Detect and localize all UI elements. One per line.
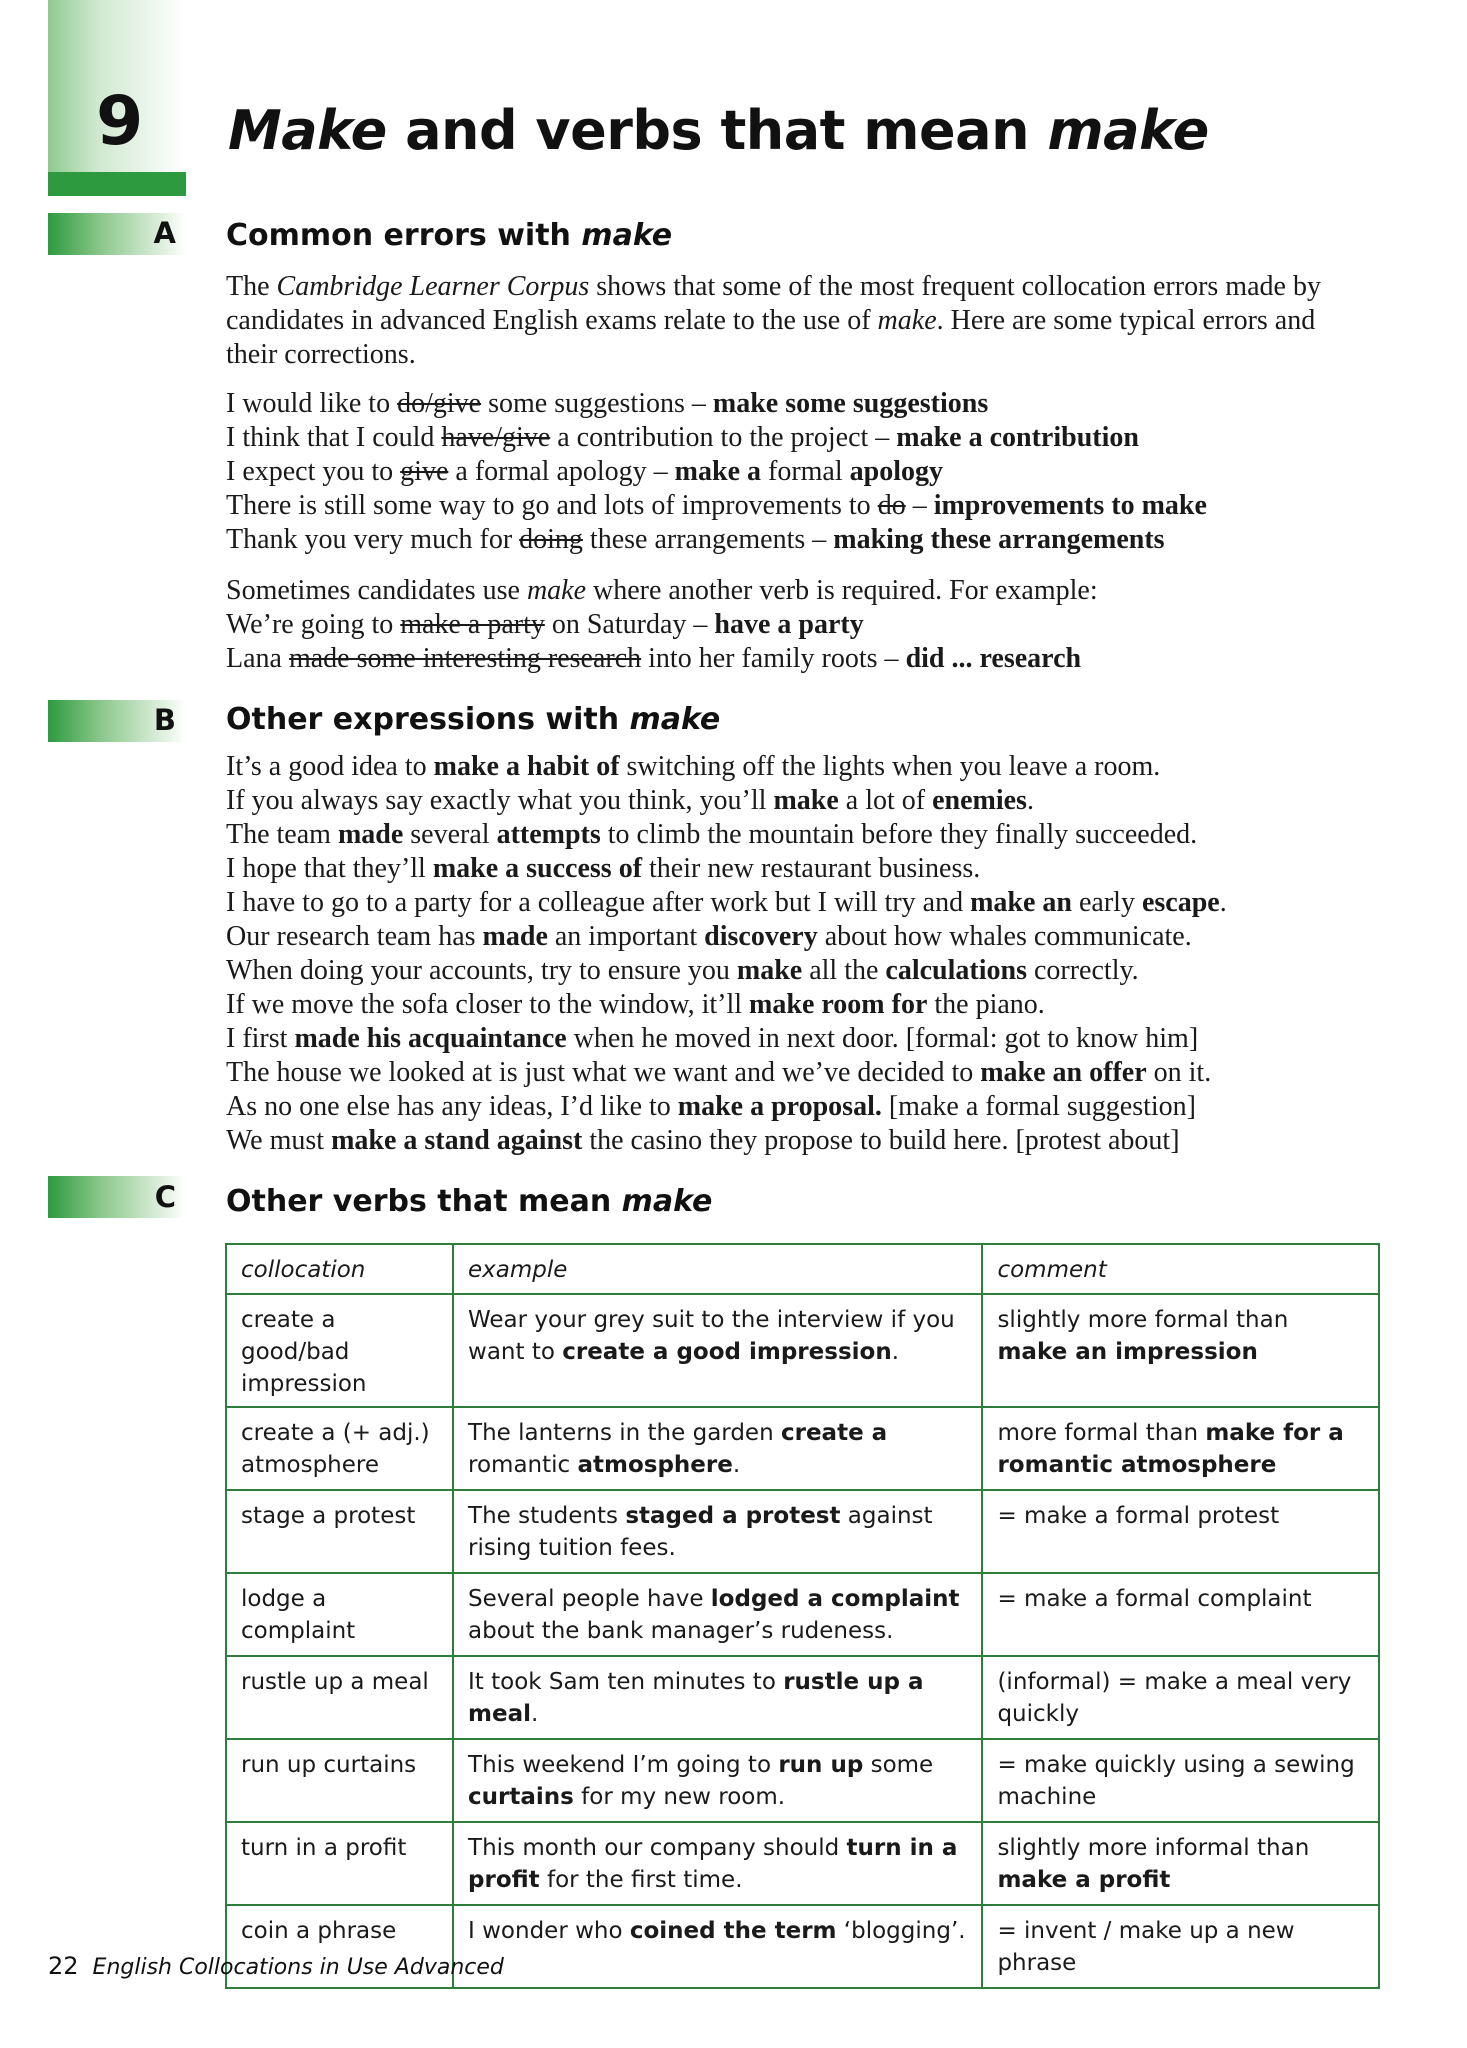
text-segment: I first bbox=[226, 1023, 295, 1054]
text-segment: Thank you very much for bbox=[226, 524, 520, 555]
collocation-cell: run up curtains bbox=[226, 1739, 453, 1822]
text-segment: on it. bbox=[1146, 1057, 1212, 1088]
text-segment: If you always say exactly what you think, you’ll bbox=[226, 785, 774, 816]
text-segment: . bbox=[1026, 785, 1034, 816]
title-part-2: and verbs that mean bbox=[386, 99, 1048, 162]
comment-cell bbox=[982, 1294, 1379, 1407]
bold-collocation: staged a protest bbox=[625, 1503, 841, 1529]
text-segment: several bbox=[403, 819, 497, 850]
section-a-intro bbox=[226, 270, 1356, 372]
section-b-heading-italic: make bbox=[629, 702, 721, 737]
table-row bbox=[226, 1490, 1379, 1573]
text-segment: on Saturday – bbox=[544, 609, 715, 640]
text-segment: . Here are some typical errors and their corrections. bbox=[226, 305, 1316, 370]
intro-paragraph bbox=[226, 270, 1356, 372]
example-cell bbox=[453, 1407, 982, 1490]
struck-error-text: give bbox=[400, 456, 449, 487]
bold-collocation: coined the term bbox=[629, 1918, 837, 1944]
text-segment: We must bbox=[226, 1125, 332, 1156]
bold-collocation: create a bbox=[780, 1420, 888, 1446]
example-sentence bbox=[226, 1090, 1356, 1124]
example-sentence bbox=[226, 1056, 1356, 1090]
collocation-cell: lodge a complaint bbox=[226, 1573, 453, 1656]
bold-collocation: make bbox=[736, 955, 803, 986]
bold-collocation: attempts bbox=[496, 819, 601, 850]
bold-collocation: atmosphere bbox=[577, 1452, 733, 1478]
wrong-verb-line bbox=[226, 642, 1356, 676]
collocation-cell: coin a phrase bbox=[226, 1905, 453, 1988]
unit-number-bar bbox=[48, 172, 186, 196]
text-segment: for the first time. bbox=[539, 1867, 743, 1893]
text-segment: all the bbox=[802, 955, 886, 986]
text-segment: The students bbox=[468, 1503, 626, 1529]
text-segment: formal bbox=[761, 456, 850, 487]
bold-collocation: make an offer bbox=[980, 1057, 1147, 1088]
text-segment: = make a formal protest bbox=[997, 1503, 1280, 1529]
text-segment: a contribution to the project – bbox=[550, 422, 897, 453]
comment-cell bbox=[982, 1822, 1379, 1905]
section-c-letter: C bbox=[154, 1180, 176, 1214]
bold-collocation: curtains bbox=[468, 1784, 574, 1810]
text-segment: . bbox=[891, 1339, 900, 1365]
text-segment: The bbox=[226, 271, 277, 302]
collocation-cell: create a (+ adj.) atmosphere bbox=[226, 1407, 453, 1490]
section-a-heading bbox=[226, 216, 672, 256]
section-a-heading-italic: make bbox=[581, 218, 673, 253]
column-header-comment: comment bbox=[982, 1244, 1379, 1294]
text-segment: [make a formal suggestion] bbox=[881, 1091, 1196, 1122]
text-segment: . bbox=[732, 1452, 741, 1478]
text-segment: . bbox=[531, 1701, 539, 1727]
text-segment: It’s a good idea to bbox=[226, 751, 434, 782]
bold-collocation: turn in a profit bbox=[468, 1835, 958, 1893]
struck-error-text: make a party bbox=[400, 609, 545, 640]
text-segment: slightly more informal than bbox=[997, 1835, 1310, 1861]
bold-collocation: made his acquaintance bbox=[294, 1023, 567, 1054]
text-segment: into her family roots – bbox=[641, 643, 906, 674]
bold-collocation: make a profit bbox=[997, 1867, 1171, 1893]
bold-collocation: make an impression bbox=[997, 1339, 1258, 1365]
text-segment: an important bbox=[547, 921, 705, 952]
example-sentence bbox=[226, 988, 1356, 1022]
bold-collocation: make a bbox=[674, 456, 761, 487]
example-cell bbox=[453, 1490, 982, 1573]
example-sentence bbox=[226, 920, 1356, 954]
error-correction-line bbox=[226, 387, 1356, 421]
bold-collocation: make a contribution bbox=[896, 422, 1139, 453]
text-segment: If we move the sofa closer to the window, it’ll bbox=[226, 989, 750, 1020]
text-segment: for my new room. bbox=[573, 1784, 786, 1810]
example-sentence bbox=[226, 852, 1356, 886]
text-segment: make bbox=[877, 305, 937, 336]
bold-collocation: did ... research bbox=[905, 643, 1082, 674]
example-cell bbox=[453, 1822, 982, 1905]
text-segment: . bbox=[1219, 887, 1227, 918]
bold-collocation: made bbox=[482, 921, 548, 952]
collocation-cell: turn in a profit bbox=[226, 1822, 453, 1905]
text-segment: = invent / make up a new phrase bbox=[997, 1918, 1295, 1976]
struck-error-text: doing bbox=[519, 524, 583, 555]
text-segment: these arrangements – bbox=[582, 524, 834, 555]
bold-collocation: make bbox=[773, 785, 839, 816]
comment-cell bbox=[982, 1490, 1379, 1573]
text-segment: It took Sam ten minutes to bbox=[468, 1669, 784, 1695]
comment-cell bbox=[982, 1905, 1379, 1988]
collocation-cell: rustle up a meal bbox=[226, 1656, 453, 1739]
example-sentence bbox=[226, 818, 1356, 852]
text-segment: when he moved in next door. [formal: got to know him] bbox=[566, 1023, 1199, 1054]
section-c-heading-text: Other verbs that mean bbox=[226, 1184, 622, 1219]
bold-collocation: enemies bbox=[932, 785, 1027, 816]
text-segment: shows that some of the most frequent collocation errors made by candidates in advanced English exams relate to the use of bbox=[226, 271, 1321, 336]
bold-collocation: making these arrangements bbox=[833, 524, 1165, 555]
wrong-verb-line bbox=[226, 574, 1356, 608]
bold-collocation: apology bbox=[849, 456, 943, 487]
section-c-heading bbox=[226, 1182, 712, 1222]
text-segment: = make quickly using a sewing machine bbox=[997, 1752, 1355, 1810]
book-title: English Collocations in Use Advanced bbox=[92, 1955, 504, 1980]
example-cell bbox=[453, 1294, 982, 1407]
unit-number: 9 bbox=[96, 82, 142, 161]
section-a-letter: A bbox=[153, 216, 176, 250]
example-sentence bbox=[226, 750, 1356, 784]
bold-collocation: make a stand against bbox=[331, 1125, 583, 1156]
text-segment: When doing your accounts, try to ensure you bbox=[226, 955, 737, 986]
section-b-heading-text: Other expressions with bbox=[226, 702, 630, 737]
example-sentence bbox=[226, 1124, 1356, 1158]
collocation-cell: create a good/bad impression bbox=[226, 1294, 453, 1407]
text-segment: where another verb is required. For example: bbox=[586, 575, 1098, 606]
section-b-letter: B bbox=[153, 703, 176, 737]
text-segment: There is still some way to go and lots of improvements to bbox=[226, 490, 878, 521]
text-segment: Several people have bbox=[468, 1586, 711, 1612]
text-segment: ‘blogging’. bbox=[836, 1918, 966, 1944]
section-b-heading bbox=[226, 700, 720, 740]
section-c-heading-italic: make bbox=[621, 1184, 713, 1219]
struck-error-text: have/give bbox=[441, 422, 551, 453]
column-header-collocation: collocation bbox=[226, 1244, 453, 1294]
text-segment: switching off the lights when you leave a room. bbox=[619, 751, 1161, 782]
bold-collocation: rustle up a meal bbox=[468, 1669, 924, 1727]
section-a-errors bbox=[226, 387, 1356, 557]
text-segment: slightly more formal than bbox=[997, 1307, 1289, 1333]
text-segment: some bbox=[863, 1752, 934, 1778]
text-segment: I hope that they’ll bbox=[226, 853, 433, 884]
text-segment: Lana bbox=[226, 643, 289, 674]
bold-collocation: make room for bbox=[749, 989, 928, 1020]
text-segment: more formal than bbox=[997, 1420, 1206, 1446]
bold-collocation: make a success of bbox=[432, 853, 643, 884]
text-segment: The lanterns in the garden bbox=[468, 1420, 781, 1446]
error-correction-line bbox=[226, 489, 1356, 523]
bold-collocation: make a habit of bbox=[433, 751, 620, 782]
text-segment: about how whales communicate. bbox=[817, 921, 1192, 952]
page-footer bbox=[48, 1952, 504, 1980]
comment-cell bbox=[982, 1407, 1379, 1490]
section-b-lines bbox=[226, 750, 1356, 1158]
text-segment: correctly. bbox=[1026, 955, 1139, 986]
text-segment: a formal apology – bbox=[448, 456, 675, 487]
collocation-cell: stage a protest bbox=[226, 1490, 453, 1573]
example-sentence bbox=[226, 784, 1356, 818]
text-segment: – bbox=[905, 490, 934, 521]
example-cell bbox=[453, 1739, 982, 1822]
text-segment: romantic bbox=[468, 1452, 578, 1478]
example-cell bbox=[453, 1656, 982, 1739]
text-segment: Cambridge Learner Corpus bbox=[276, 271, 590, 302]
text-segment: The team bbox=[226, 819, 338, 850]
text-segment: some suggestions – bbox=[481, 388, 713, 419]
error-correction-line bbox=[226, 421, 1356, 455]
text-segment: I think that I could bbox=[226, 422, 442, 453]
table-row bbox=[226, 1573, 1379, 1656]
text-segment: This month our company should bbox=[468, 1835, 847, 1861]
bold-collocation: run up bbox=[778, 1752, 864, 1778]
bold-collocation: escape bbox=[1141, 887, 1220, 918]
table-row bbox=[226, 1739, 1379, 1822]
example-cell bbox=[453, 1905, 982, 1988]
text-segment: early bbox=[1071, 887, 1142, 918]
text-segment: about the bank manager’s rudeness. bbox=[468, 1618, 894, 1644]
text-segment: = make a formal complaint bbox=[997, 1586, 1312, 1612]
text-segment: Our research team has bbox=[226, 921, 483, 952]
text-segment: I would like to bbox=[226, 388, 398, 419]
column-header-example: example bbox=[453, 1244, 982, 1294]
section-a-other-verbs bbox=[226, 574, 1356, 676]
comment-cell bbox=[982, 1573, 1379, 1656]
title-part-1: Make bbox=[228, 99, 387, 162]
error-correction-line bbox=[226, 523, 1356, 557]
table-header-row bbox=[226, 1244, 1379, 1294]
example-sentence bbox=[226, 1022, 1356, 1056]
table-row bbox=[226, 1656, 1379, 1739]
text-segment: The house we looked at is just what we want and we’ve decided to bbox=[226, 1057, 981, 1088]
bold-collocation: create a good impression bbox=[562, 1339, 892, 1365]
struck-error-text: do bbox=[877, 490, 906, 521]
text-segment: against rising tuition fees. bbox=[468, 1503, 933, 1561]
text-segment: I have to go to a party for a colleague after work but I will try and bbox=[226, 887, 971, 918]
text-segment: the piano. bbox=[927, 989, 1045, 1020]
bold-collocation: calculations bbox=[885, 955, 1027, 986]
page-title bbox=[228, 96, 1209, 166]
comment-cell bbox=[982, 1656, 1379, 1739]
text-segment: make bbox=[526, 575, 587, 606]
example-sentence bbox=[226, 886, 1356, 920]
section-a-heading-text: Common errors with bbox=[226, 218, 582, 253]
example-cell bbox=[453, 1573, 982, 1656]
example-sentence bbox=[226, 954, 1356, 988]
text-segment: I expect you to bbox=[226, 456, 401, 487]
text-segment: We’re going to bbox=[226, 609, 401, 640]
collocations-table bbox=[225, 1243, 1380, 1989]
bold-collocation: made bbox=[337, 819, 404, 850]
wrong-verb-line bbox=[226, 608, 1356, 642]
text-segment: to climb the mountain before they finally succeeded. bbox=[600, 819, 1198, 850]
table-row bbox=[226, 1407, 1379, 1490]
text-segment: As no one else has any ideas, I’d like to bbox=[226, 1091, 678, 1122]
table-row bbox=[226, 1822, 1379, 1905]
bold-collocation: discovery bbox=[704, 921, 818, 952]
struck-error-text: do/give bbox=[397, 388, 482, 419]
bold-collocation: make a proposal. bbox=[677, 1091, 882, 1122]
bold-collocation: make for a romantic atmosphere bbox=[997, 1420, 1344, 1478]
bold-collocation: make some suggestions bbox=[712, 388, 989, 419]
bold-collocation: make an bbox=[970, 887, 1072, 918]
text-segment: This weekend I’m going to bbox=[468, 1752, 779, 1778]
text-segment: the casino they propose to build here. [protest about] bbox=[582, 1125, 1180, 1156]
text-segment: a lot of bbox=[838, 785, 933, 816]
error-correction-line bbox=[226, 455, 1356, 489]
bold-collocation: improvements to make bbox=[933, 490, 1207, 521]
text-segment: I wonder who bbox=[468, 1918, 630, 1944]
bold-collocation: have a party bbox=[714, 609, 864, 640]
text-segment: Wear your grey suit to the interview if you want to bbox=[468, 1307, 955, 1365]
text-segment: Sometimes candidates use bbox=[226, 575, 527, 606]
text-segment: their new restaurant business. bbox=[642, 853, 981, 884]
bold-collocation: lodged a complaint bbox=[710, 1586, 960, 1612]
text-segment: (informal) = make a meal very quickly bbox=[997, 1669, 1352, 1727]
title-part-3: make bbox=[1047, 99, 1209, 162]
comment-cell bbox=[982, 1739, 1379, 1822]
struck-error-text: made some interesting research bbox=[288, 643, 642, 674]
table-row bbox=[226, 1294, 1379, 1407]
page-number: 22 bbox=[48, 1952, 79, 1980]
